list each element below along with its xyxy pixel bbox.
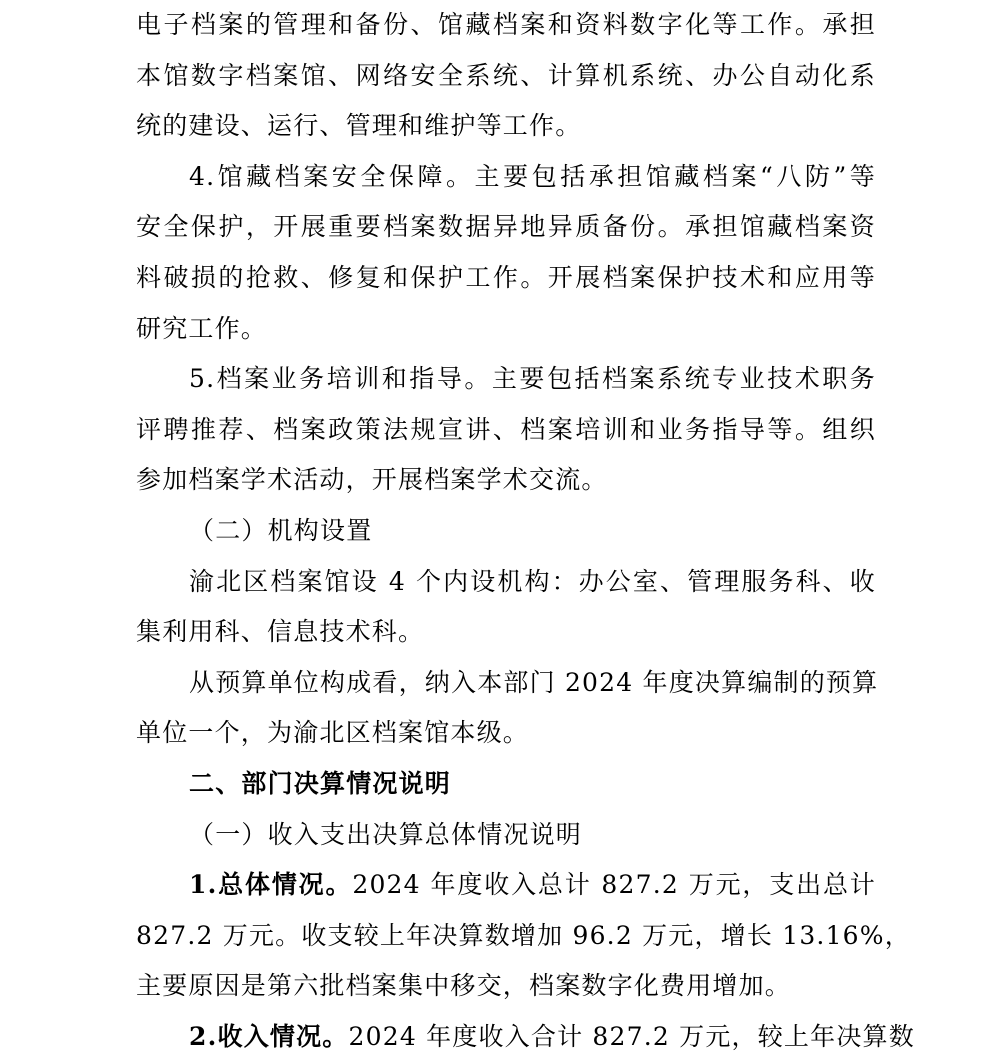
chapter-heading: 二、部门决算情况说明	[189, 768, 452, 798]
budget-unit-line-1: 从预算单位构成看，纳入本部门 2024 年度决算编制的预算	[189, 667, 879, 697]
item-5-line-2: 评聘推荐、档案政策法规宣讲、档案培训和业务指导等。组织	[136, 414, 876, 444]
overall-text: 2024 年度收入总计 827.2 万元，支出总计	[352, 870, 876, 900]
item-4-line-4: 研究工作。	[136, 313, 268, 343]
text-line-3: 统的建设、运行、管理和维护等工作。	[136, 111, 582, 141]
document-page	[136, 0, 915, 1062]
budget-unit-line-2: 单位一个，为渝北区档案馆本级。	[136, 718, 530, 748]
income-line-1	[136, 1012, 915, 1062]
item-5-line-1: 5.档案业务培训和指导。主要包括档案系统专业技术职务	[189, 364, 876, 394]
overall-line-1	[136, 860, 876, 911]
item-5-line-3: 参加档案学术活动，开展档案学术交流。	[136, 465, 608, 495]
overall-line-3: 主要原因是第六批档案集中移交，档案数字化费用增加。	[136, 971, 792, 1001]
text-line-1: 电子档案的管理和备份、馆藏档案和资料数字化等工作。承担	[136, 10, 876, 39]
section-heading-org: （二）机构设置	[189, 515, 373, 545]
item-4-line-1: 4.馆藏档案安全保障。主要包括承担馆藏档案“八防”等	[189, 161, 876, 191]
org-line-1: 渝北区档案馆设 4 个内设机构：办公室、管理服务科、收	[189, 566, 876, 596]
income-label: 2.收入情况。	[189, 1021, 349, 1051]
overall-label: 1.总体情况。	[189, 870, 353, 900]
org-line-2: 集利用科、信息技术科。	[136, 617, 425, 647]
item-4-line-2: 安全保护，开展重要档案数据异地异质备份。承担馆藏档案资	[136, 212, 876, 242]
item-4-line-3: 料破损的抢救、修复和保护工作。开展档案保护技术和应用等	[136, 262, 876, 292]
income-text: 2024 年度收入合计 827.2 万元，较上年决算数	[348, 1021, 915, 1051]
text-line-2: 本馆数字档案馆、网络安全系统、计算机系统、办公自动化系	[136, 60, 876, 90]
overall-line-2: 827.2 万元。收支较上年决算数增加 96.2 万元，增长 13.16%，	[136, 920, 911, 950]
subsection-heading: （一）收入支出决算总体情况说明	[189, 819, 583, 849]
